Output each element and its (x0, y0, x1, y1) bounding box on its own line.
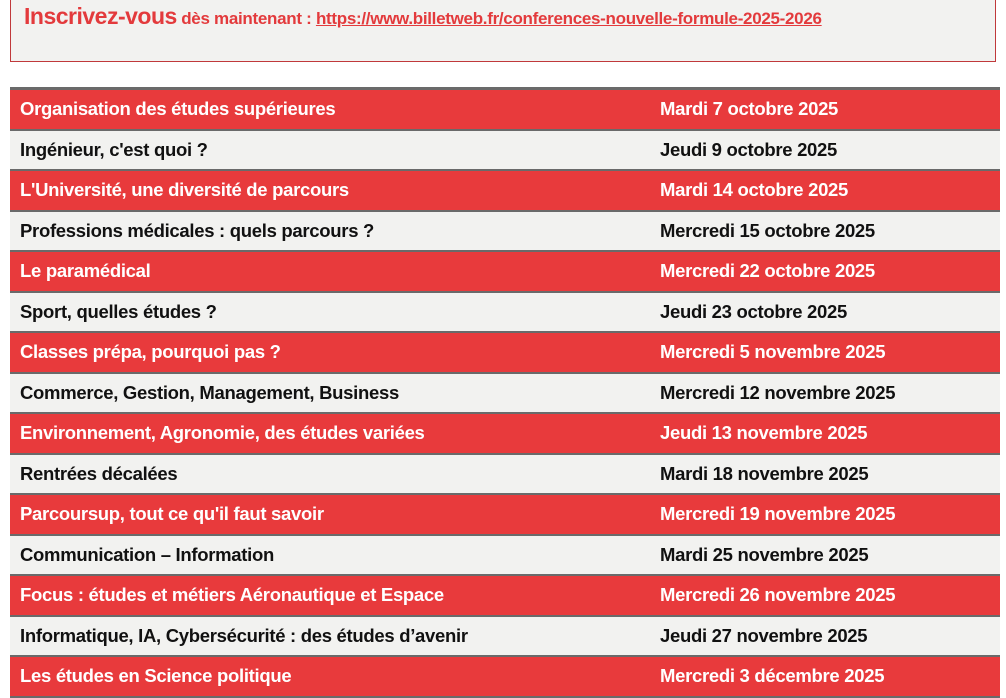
conference-title: Commerce, Gestion, Management, Business (20, 381, 399, 403)
table-row (10, 131, 1000, 172)
conference-title: Ingénieur, c'est quoi ? (20, 138, 208, 160)
registration-banner (10, 0, 996, 62)
conference-title: Professions médicales : quels parcours ? (20, 219, 375, 241)
conference-date: Mardi 14 octobre 2025 (660, 179, 849, 201)
table-row (10, 171, 1000, 212)
conference-title: Classes prépa, pourquoi pas ? (20, 341, 281, 363)
conference-title: Organisation des études supérieures (20, 98, 336, 120)
table-row (10, 212, 1000, 253)
conference-date: Jeudi 9 octobre 2025 (660, 138, 838, 160)
conference-date: Mardi 25 novembre 2025 (660, 543, 869, 565)
conference-title: Le paramédical (20, 260, 151, 282)
conference-title: Informatique, IA, Cybersécurité : des études d’avenir (20, 624, 468, 646)
table-row (10, 333, 1000, 374)
table-row (10, 536, 1000, 577)
conference-date: Mercredi 26 novembre 2025 (660, 584, 896, 606)
conference-date: Mardi 18 novembre 2025 (660, 462, 869, 484)
conference-date: Mercredi 3 décembre 2025 (660, 665, 885, 687)
banner-lead: Inscrivez-vous (24, 3, 177, 29)
table-row (10, 90, 1000, 131)
table-row (10, 374, 1000, 415)
table-row (10, 495, 1000, 536)
conference-title: Rentrées décalées (20, 462, 178, 484)
table-row (10, 252, 1000, 293)
conference-title: Communication – Information (20, 543, 274, 565)
conference-title: Environnement, Agronomie, des études variées (20, 422, 425, 444)
conference-title: Parcoursup, tout ce qu'il faut savoir (20, 503, 324, 525)
table-row (10, 617, 1000, 658)
table-row (10, 455, 1000, 496)
conference-title: Les études en Science politique (20, 665, 292, 687)
conference-date: Mercredi 22 octobre 2025 (660, 260, 875, 282)
registration-link[interactable]: https://www.billetweb.fr/conferences-nouvelle-formule-2025-2026 (315, 9, 822, 28)
conference-date: Mardi 7 octobre 2025 (660, 98, 839, 120)
conference-date: Mercredi 12 novembre 2025 (660, 381, 896, 403)
conference-title: L'Université, une diversité de parcours (20, 179, 349, 201)
table-row (10, 293, 1000, 334)
conference-schedule-table (10, 87, 1000, 698)
table-row (10, 414, 1000, 455)
conference-date: Mercredi 15 octobre 2025 (660, 219, 875, 241)
conference-title: Focus : études et métiers Aéronautique et Espace (20, 584, 444, 606)
conference-date: Mercredi 19 novembre 2025 (660, 503, 896, 525)
conference-date: Jeudi 13 novembre 2025 (660, 422, 868, 444)
banner-text: dès maintenant : (176, 9, 316, 28)
table-row (10, 576, 1000, 617)
conference-date: Jeudi 23 octobre 2025 (660, 300, 848, 322)
conference-date: Mercredi 5 novembre 2025 (660, 341, 886, 363)
conference-date: Jeudi 27 novembre 2025 (660, 624, 868, 646)
table-row (10, 657, 1000, 698)
conference-title: Sport, quelles études ? (20, 300, 217, 322)
